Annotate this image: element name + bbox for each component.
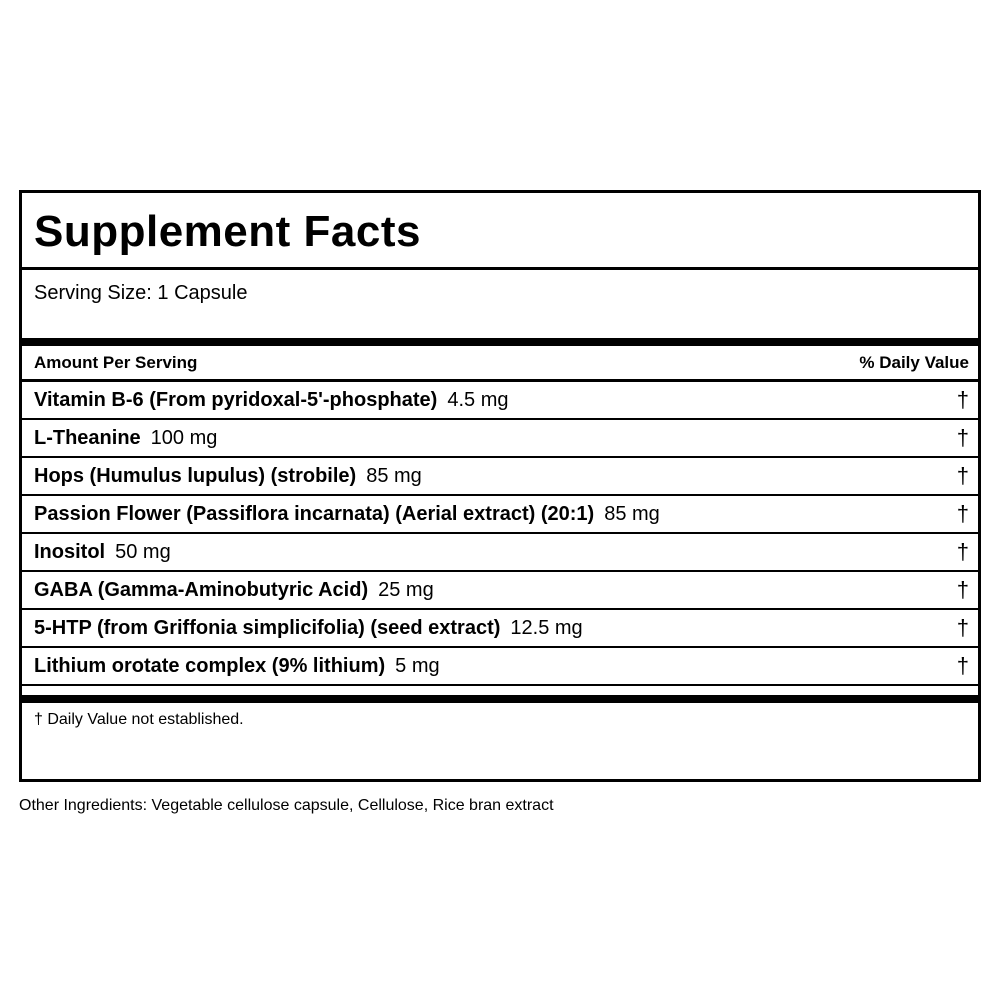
table-row bbox=[22, 458, 978, 496]
nutrient-name: Inositol bbox=[34, 540, 106, 563]
daily-value-dagger: † bbox=[956, 463, 969, 488]
serving-size: Serving Size: 1 Capsule bbox=[34, 282, 248, 304]
daily-value-dagger: † bbox=[956, 615, 969, 640]
table-row bbox=[22, 648, 978, 686]
nutrient-name: Passion Flower (Passiflora incarnata) (Aerial extract) (20:1) bbox=[34, 502, 595, 525]
nutrient-name: Lithium orotate complex (9% lithium) bbox=[34, 654, 386, 677]
amount-per-serving-label: Amount Per Serving bbox=[34, 352, 198, 372]
table-row bbox=[22, 572, 978, 610]
nutrient-amount: 12.5 mg bbox=[510, 616, 583, 639]
nutrient-name: Vitamin B-6 (From pyridoxal-5'-phosphate) bbox=[34, 388, 438, 411]
nutrient-name: 5-HTP (from Griffonia simplicifolia) (seed extract) bbox=[34, 616, 501, 639]
divider-bar bbox=[22, 695, 978, 703]
daily-value-dagger: † bbox=[956, 653, 969, 678]
table-row bbox=[22, 610, 978, 648]
daily-value-dagger: † bbox=[956, 387, 969, 412]
title-row bbox=[22, 193, 978, 270]
table-row bbox=[22, 534, 978, 572]
other-ingredients: Other Ingredients: Vegetable cellulose capsule, Cellulose, Rice bran extract bbox=[19, 797, 554, 814]
daily-value-dagger: † bbox=[956, 577, 969, 602]
panel-title: Supplement Facts bbox=[34, 207, 421, 256]
nutrient-amount: 85 mg bbox=[366, 464, 422, 487]
nutrient-name: L-Theanine bbox=[34, 426, 141, 449]
daily-value-dagger: † bbox=[956, 501, 969, 526]
divider-bar bbox=[22, 338, 978, 346]
nutrient-amount: 5 mg bbox=[395, 654, 440, 677]
daily-value-label: % Daily Value bbox=[859, 352, 969, 372]
nutrient-amount: 50 mg bbox=[115, 540, 171, 563]
nutrient-amount: 85 mg bbox=[604, 502, 660, 525]
nutrient-name: GABA (Gamma-Aminobutyric Acid) bbox=[34, 578, 369, 601]
table-row bbox=[22, 382, 978, 420]
daily-value-dagger: † bbox=[956, 425, 969, 450]
table-header bbox=[22, 346, 978, 382]
table-row bbox=[22, 496, 978, 534]
nutrient-name: Hops (Humulus lupulus) (strobile) bbox=[34, 464, 357, 487]
nutrient-amount: 4.5 mg bbox=[447, 388, 509, 411]
supplement-facts-panel bbox=[19, 190, 981, 782]
daily-value-dagger: † bbox=[956, 539, 969, 564]
footnote: † Daily Value not established. bbox=[34, 711, 244, 728]
nutrient-amount: 100 mg bbox=[150, 426, 218, 449]
nutrient-amount: 25 mg bbox=[378, 578, 434, 601]
table-row bbox=[22, 420, 978, 458]
spacer-row bbox=[22, 686, 978, 695]
